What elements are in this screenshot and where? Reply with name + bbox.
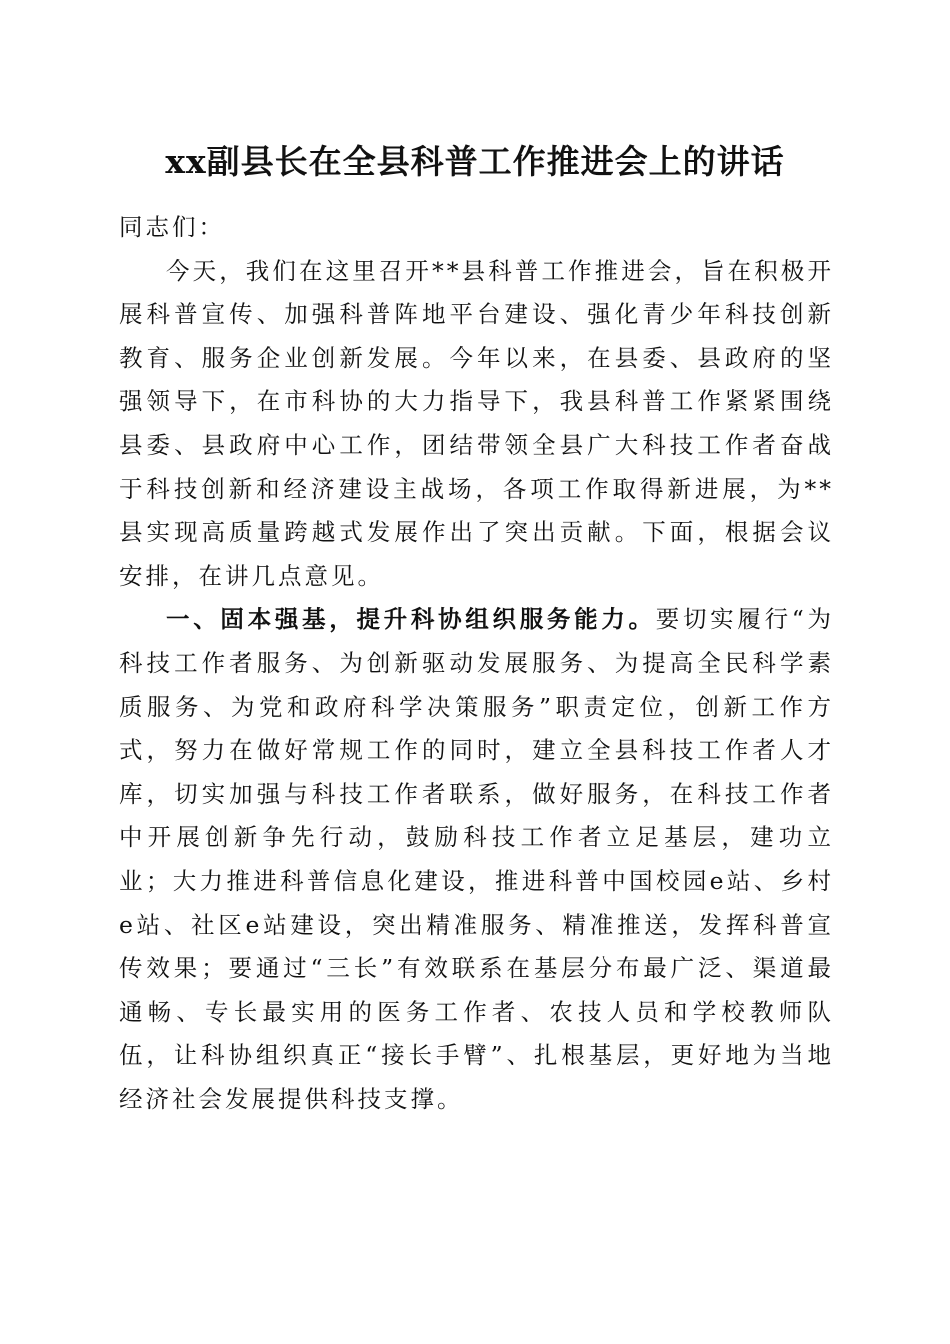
document-title: xx副县长在全县科普工作推进会上的讲话 (165, 142, 785, 181)
section-one-text: 要切实履行“为科技工作者服务、为创新驱动发展服务、为提高全民科学素质服务、为党和政府科学决策服务”职责定位，创新工作方式，努力在做好常规工作的同时，建立全县科技工作者人才库，切实加强与科技工作者联系，做好服务，在科技工作者中开展创新争先行动，鼓励科技工作者立足基层，建功立业；大力推进科普信息化建设，推进科普中国校园e站、乡村e站、社区e站建设，突出精准服务、精准推送，发挥科普宣传效果；要通过“三长”有效联系在基层分布最广泛、渠道最通畅、专长最实用的医务工作者、农技人员和学校教师队伍，让科协组织真正“接长手臂”、扎根基层，更好地为当地经济社会发展提供科技支撑。 (119, 605, 835, 1113)
salutation: 同志们： (119, 213, 225, 241)
intro-paragraph: 今天，我们在这里召开**县科普工作推进会，旨在积极开展科普宣传、加强科普阵地平台建设、强化青少年科技创新教育、服务企业创新发展。今年以来，在县委、县政府的坚强领导下，在市科协的大力指导下，我县科普工作紧紧围绕县委、县政府中心工作，团结带领全县广大科技工作者奋战于科技创新和经济建设主战场，各项工作取得新进展，为**县实现高质量跨越式发展作出了突出贡献。下面，根据会议安排，在讲几点意见。 (119, 256, 834, 590)
section-one-heading: 一、固本强基，提升科协组织服务能力。 (166, 605, 656, 634)
document-body (119, 206, 834, 1121)
section-one-paragraph (119, 598, 834, 1121)
